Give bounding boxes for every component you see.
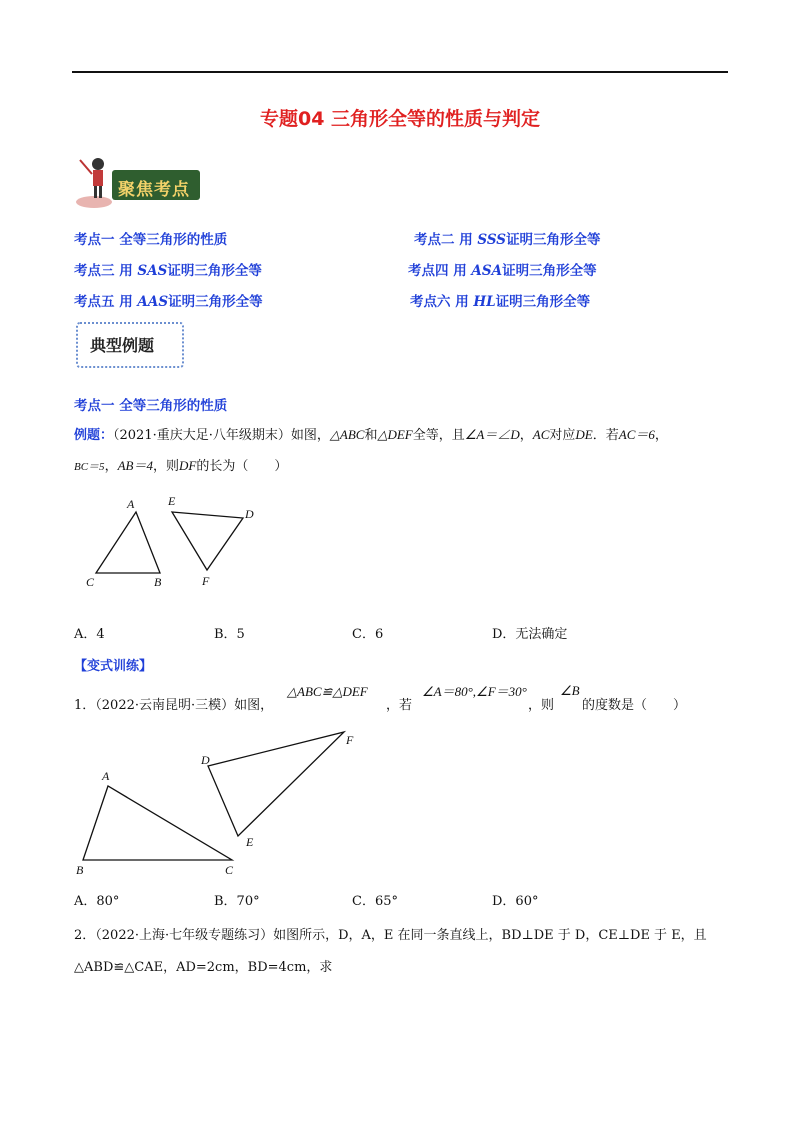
triangle-abc-q1	[83, 786, 232, 860]
q1-option-c: C．65°	[352, 894, 398, 909]
example-de: DE	[575, 427, 593, 442]
topic-2-suffix: 证明三角形全等	[506, 232, 601, 248]
example-then: ，则	[152, 459, 179, 474]
label-a: A	[127, 497, 135, 511]
triangle-def	[172, 512, 243, 570]
topic-2-text: 考点二 用	[414, 232, 473, 248]
q1-option-a: A．80°	[74, 894, 120, 909]
q1-option-b: B．70°	[214, 894, 260, 909]
q2-line-2: △ABD≌△CAE，AD=2cm，BD=4cm，求	[74, 960, 333, 975]
example-line-1	[74, 424, 668, 443]
example-if: ．若	[592, 428, 619, 443]
example-and: 和	[364, 428, 378, 443]
label-b: B	[154, 575, 162, 589]
example-option-c: C．6	[352, 627, 384, 642]
topic-3-suffix: 证明三角形全等	[167, 263, 262, 279]
topic-6-suffix: 证明三角形全等	[495, 294, 591, 310]
example-comma2: ，	[654, 428, 668, 443]
topic-2	[414, 228, 601, 248]
topic-6	[410, 290, 590, 310]
topic-1	[74, 228, 227, 248]
example-tri-abc: △ABC	[329, 427, 365, 442]
header-rule	[72, 71, 728, 73]
example-question: 的长为（ ）	[196, 459, 288, 474]
topic-4-suffix: 证明三角形全等	[502, 263, 597, 279]
example-option-d: D．无法确定	[492, 627, 568, 642]
example-bc-value: BC＝5	[74, 461, 105, 473]
q1-figure	[70, 724, 370, 884]
example-df: DF	[178, 458, 197, 473]
q1-label-d: D	[201, 753, 210, 767]
q1-option-d: D．60°	[492, 894, 539, 909]
section-heading: 考点一 全等三角形的性质	[74, 398, 228, 414]
topic-6-text: 考点六 用	[410, 294, 469, 310]
q2-line-1: 2．（2022·上海·七年级专题练习）如图所示，D，A，E 在同一条直线上，BD⊥DE 于 D，CE⊥DE 于 E，且	[74, 928, 707, 943]
triangle-def-q1	[208, 732, 344, 836]
topic-3	[74, 259, 262, 279]
q1-label-c: C	[225, 863, 234, 877]
example-option-b: B．5	[214, 627, 245, 642]
q1-line	[74, 694, 273, 713]
example-comma1: ，	[519, 428, 533, 443]
page-title: 专题04 三角形全等的性质与判定	[259, 108, 541, 130]
example-ac: AC	[532, 427, 550, 442]
label-f: F	[202, 574, 210, 588]
q1-angle-b: ∠B	[560, 683, 580, 698]
topic-5-text: 考点五 用	[74, 294, 133, 310]
example-line-2	[74, 455, 287, 474]
example-tri-def: △DEF	[377, 427, 413, 442]
topic-5-suffix: 证明三角形全等	[168, 294, 263, 310]
example-figure	[80, 488, 280, 598]
q1-tail: 的度数是（ ）	[582, 698, 687, 713]
practice-heading: 【变式训练】	[74, 659, 153, 674]
topic-5-method: AAS	[137, 294, 169, 310]
topic-1-text: 考点一 全等三角形的性质	[74, 232, 228, 248]
q1-if: ，若	[386, 698, 413, 713]
example-congruent: 全等，且	[412, 428, 465, 443]
triangle-abc	[96, 512, 160, 573]
q1-source: （2022·云南昆明·三模）如图，	[95, 698, 274, 713]
q1-angles: ∠A＝80°,∠F＝30°	[422, 684, 527, 699]
topic-2-method: SSS	[477, 232, 507, 248]
example-ab-value: AB＝4	[117, 458, 153, 473]
example-corresponds: 对应	[549, 428, 576, 443]
q1-label-e: E	[246, 835, 254, 849]
label-c: C	[86, 575, 95, 589]
q1-number: 1．	[74, 698, 96, 713]
example-angle-eq: ∠A＝∠D	[464, 427, 520, 442]
topic-3-text: 考点三 用	[74, 263, 133, 279]
example-badge-label: 典型例题	[90, 336, 155, 355]
q1-label-b: B	[76, 863, 84, 877]
q1-label-a: A	[102, 769, 110, 783]
q1-then: ，则	[528, 698, 555, 713]
topic-4-method: ASA	[471, 263, 503, 279]
topic-5	[74, 290, 263, 310]
label-e: E	[168, 494, 176, 508]
topic-6-method: HL	[473, 294, 496, 310]
example-ac-value: AC＝6	[618, 427, 655, 442]
example-label: 例题：	[74, 428, 114, 443]
topic-4-text: 考点四 用	[408, 263, 467, 279]
label-d: D	[245, 507, 254, 521]
topic-3-method: SAS	[137, 263, 168, 279]
example-source: （2021·重庆大足·八年级期末）如图，	[113, 428, 330, 443]
topic-4	[408, 259, 597, 279]
focus-banner-label: 聚焦考点	[118, 180, 190, 200]
example-option-a: A．4	[74, 627, 105, 642]
example-comma3: ，	[104, 459, 118, 474]
q1-congruence: △ABC≌△DEF	[287, 684, 368, 699]
q1-label-f: F	[346, 733, 354, 747]
